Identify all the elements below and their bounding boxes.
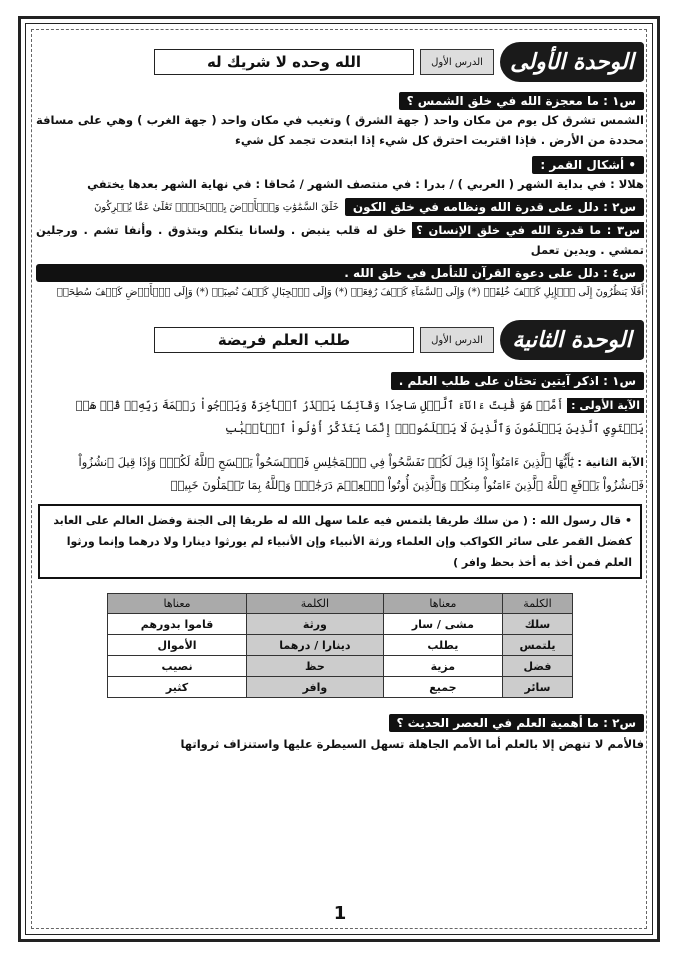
table-row bbox=[108, 635, 573, 656]
unit1-header bbox=[36, 40, 644, 84]
moon-shape-full: بدرا : في منتصف الشهر bbox=[307, 177, 446, 191]
unit2-answer-2: فالأمم لا تنهض إلا بالعلم أما الأمم الجاهلة تسهل السيطرة عليها واستنزاف ثرواتها bbox=[180, 737, 644, 751]
unit2-question-1: س١ : اذكر آيتين تحثان على طلب العلم . bbox=[391, 372, 644, 390]
unit1-badge: الوحدة الأولى bbox=[500, 42, 644, 82]
table-cell: نصيب bbox=[108, 656, 247, 677]
unit1-lesson-tag: الدرس الأول bbox=[420, 49, 494, 75]
unit1-question-3: س٣ : ما قدرة الله في خلق الإنسان ؟ bbox=[412, 222, 644, 238]
unit1-question-1: س١ : ما معجزة الله في خلق الشمس ؟ bbox=[399, 92, 644, 110]
table-cell: قاموا بدورهم bbox=[108, 614, 247, 635]
unit1-lesson-title: الله وحده لا شريك له bbox=[154, 49, 414, 75]
table-cell: كثير bbox=[108, 677, 247, 698]
unit2-verse-2-label: الآية الثانية : bbox=[577, 456, 644, 469]
table-cell: فضل bbox=[502, 656, 572, 677]
table-header-meaning: معناها bbox=[108, 594, 247, 614]
table-cell: يلتمس bbox=[502, 635, 572, 656]
unit1-answer-2-verse: خَلَقَ السَّمَٰوَٰتِ وَٱلۡأَرۡضَ بِٱلۡحَقِّۚ تَعَٰلَىٰ عَمَّا يُشۡرِكُونَ bbox=[94, 201, 339, 213]
table-cell: مزية bbox=[383, 656, 502, 677]
unit2-question-2: س٢ : ما أهمية العلم في العصر الحديث ؟ bbox=[389, 714, 644, 732]
unit1-question-4: س٤ : دلل على دعوة القرآن للتأمل في خلق الله . bbox=[36, 264, 644, 282]
table-header-word: الكلمة bbox=[247, 594, 384, 614]
unit2-verse-1: أَمَّنۡ هُوَ قَٰنِتٌ ءَانَآءَ ٱلَّيۡلِ سَاجِدٗا وَقَآئِمٗا يَحۡذَرُ ٱلۡأٓخِرَةَ وَيَرۡجُواْ رَحۡمَةَ رَبِّهِۦۗ قُلۡ هَلۡ يَسۡتَوِي ٱلَّذِينَ يَعۡلَمُونَ وَٱلَّذِينَ لَا يَعۡلَمُونَۗ إِنَّمَا يَتَذَكَّرُ أُوْلُواْ ٱلۡأَلۡبَٰبِ bbox=[75, 398, 644, 435]
unit1-answer-4-verse: أَفَلَا يَنظُرُونَ إِلَى ٱلۡإِبِلِ كَيۡفَ خُلِقَتۡ (*) وَإِلَى ٱلسَّمَآءِ كَيۡفَ رُفِعَتۡ (*) وَإِلَى ٱلۡجِبَالِ كَيۡفَ نُصِبَتۡ (*) وَإِلَى ٱلۡأَرۡضِ كَيۡفَ سُطِحَتۡ bbox=[56, 287, 644, 298]
unit2-verse-1-label: الآية الأولى : bbox=[567, 398, 644, 413]
moon-shapes-title: • أشكال القمر : bbox=[532, 156, 644, 174]
table-row bbox=[108, 614, 573, 635]
table-cell: جميع bbox=[383, 677, 502, 698]
unit1-answer-3: خلق له قلب ينبض . ولسانا يتكلم ويتذوق . وأنفا تشم . ورجلين تمشي . ويدين تعمل bbox=[36, 223, 644, 257]
table-cell: سلك bbox=[502, 614, 572, 635]
vocabulary-table bbox=[107, 593, 573, 698]
moon-shapes-line: هلالا : في بداية الشهر ( العربي ) / بدرا : في منتصف الشهر / مُحاقا : في نهاية الشهر بعدها يختفي bbox=[87, 177, 644, 191]
moon-shape-new: مُحاقا : في نهاية الشهر بعدها يختفي bbox=[87, 177, 296, 191]
table-cell: دينارا / درهما bbox=[247, 635, 384, 656]
table-cell: وافر bbox=[247, 677, 384, 698]
table-cell: يطلب bbox=[383, 635, 502, 656]
unit2-verse-2-block bbox=[36, 451, 644, 496]
table-cell: مشى / سار bbox=[383, 614, 502, 635]
table-row bbox=[108, 656, 573, 677]
unit2-verse-2: يَٰٓأَيُّهَا ٱلَّذِينَ ءَامَنُوٓاْ إِذَا قِيلَ لَكُمۡ تَفَسَّحُواْ فِي ٱلۡمَجَٰلِسِ فَٱفۡسَحُواْ يَفۡسَحِ ٱللَّهُ لَكُمۡۖ وَإِذَا قِيلَ ٱنشُزُواْ فَٱنشُزُواْ يَرۡفَعِ ٱللَّهُ ٱلَّذِينَ ءَامَنُواْ مِنكُمۡ وَٱلَّذِينَ أُوتُواْ ٱلۡعِلۡمَ دَرَجَٰتٖۚ وَٱللَّهُ بِمَا تَعۡمَلُونَ خَبِيرٞ bbox=[78, 455, 644, 492]
unit1-question-2: س٢ : دلل على قدرة الله ونظامه في خلق الكون bbox=[345, 198, 644, 216]
unit2-header bbox=[36, 318, 644, 362]
table-header-meaning: معناها bbox=[383, 594, 502, 614]
moon-shape-crescent: هلالا : في بداية الشهر ( العربي ) bbox=[457, 177, 644, 191]
unit2-lesson-tag: الدرس الأول bbox=[420, 327, 494, 353]
vocabulary-header-row bbox=[108, 594, 573, 614]
table-cell: سائر bbox=[502, 677, 572, 698]
unit1-q3-block bbox=[36, 220, 644, 260]
unit2-lesson-title: طلب العلم فريضة bbox=[154, 327, 414, 353]
unit1-answer-1: الشمس تشرق كل يوم من مكان واحد ( جهة الشرق ) وتغيب في مكان واحد ( جهة الغرب ) وهي على مسافة محددة من الأرض . فإذا اقتربت احترق كل شيء إذا ابتعدت تجمد كل شيء bbox=[36, 113, 644, 147]
unit2-verse-1-block bbox=[36, 394, 644, 439]
page-number: 1 bbox=[333, 903, 347, 924]
table-cell: الأموال bbox=[108, 635, 247, 656]
table-header-word: الكلمة bbox=[502, 594, 572, 614]
page-content bbox=[36, 40, 644, 930]
table-cell: ورثة bbox=[247, 614, 384, 635]
table-cell: حظ bbox=[247, 656, 384, 677]
table-row bbox=[108, 677, 573, 698]
hadith-box: • قال رسول الله : ( من سلك طريقا يلتمس فيه علما سهل الله له طريقا إلى الجنة وفضل العالم على العابد كفضل القمر على سائر الكواكب وإن العلماء ورثة الأنبياء وإن الأنبياء لم يورثوا دينارا ولا درهما وإنما ورثوا العلم فمن أخذ به أخذ بحظ وافر ) bbox=[38, 504, 642, 579]
unit2-badge: الوحدة الثانية bbox=[500, 320, 644, 360]
